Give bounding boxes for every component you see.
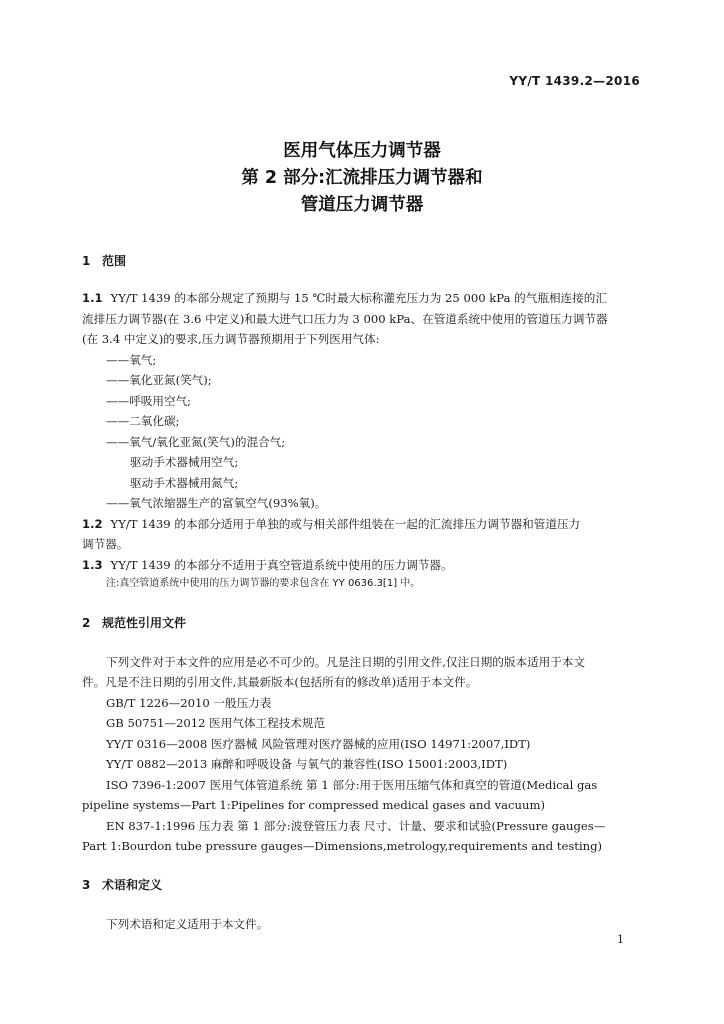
section-2-intro-line-1: 下列文件对于本文件的应用是必不可少的。凡是注日期的引用文件,仅注日期的版本适用于本文	[106, 655, 586, 669]
clause-1-2-text-1: YY/T 1439 的本部分适用于单独的或与相关部件组装在一起的汇流排压力调节器和管道压力	[110, 517, 581, 531]
gas-list-item: ——氧气;	[106, 353, 157, 367]
section-1-number: 1	[82, 254, 91, 268]
reference-item-continued: pipeline systems—Part 1:Pipelines for compressed medical gases and vacuum)	[82, 798, 545, 812]
gas-list-item: ——氧气浓缩器生产的富氧空气(93%氧)。	[106, 496, 327, 510]
clause-1-3-number: 1.3	[82, 558, 103, 572]
clause-1-1-text-1: YY/T 1439 的本部分规定了预期与 15 ℃时最大标称灌充压力为 25 000 kPa 的气瓶相连接的汇	[110, 291, 607, 305]
clause-1-1-line-2: 流排压力调节器(在 3.6 中定义)和最大进气口压力为 3 000 kPa、在管道系统中使用的管道压力调节器	[82, 312, 608, 326]
document-title	[0, 138, 724, 219]
gas-list-item: ——氧化亚氮(笑气);	[106, 373, 212, 387]
section-2-title: 规范性引用文件	[102, 616, 187, 630]
section-2-heading	[82, 614, 186, 631]
section-3-number: 3	[82, 878, 91, 892]
page-number: 1	[617, 933, 624, 946]
reference-item: GB/T 1226—2010 一般压力表	[106, 696, 272, 710]
gas-list-item: ——二氧化碳;	[106, 414, 180, 428]
title-line-3: 管道压力调节器	[300, 195, 424, 215]
section-2-intro-line-2: 件。凡是不注日期的引用文件,其最新版本(包括所有的修改单)适用于本文件。	[82, 675, 478, 689]
title-line-2: 第 2 部分:汇流排压力调节器和	[241, 168, 483, 188]
section-2-number: 2	[82, 616, 91, 630]
reference-item: YY/T 0882—2013 麻醉和呼吸设备 与氧气的兼容性(ISO 15001:2003,IDT)	[106, 757, 508, 771]
title-line-1: 医用气体压力调节器	[283, 141, 441, 161]
reference-item: YY/T 0316—2008 医疗器械 风险管理对医疗器械的应用(ISO 14971:2007,IDT)	[106, 737, 531, 751]
note: 注:真空管道系统中使用的压力调节器的要求包含在 YY 0636.3[1] 中。	[106, 578, 421, 589]
section-1-heading	[82, 252, 126, 269]
section-3-heading	[82, 876, 162, 893]
gas-list-item: ——氧气/氧化亚氮(笑气)的混合气;	[106, 435, 286, 449]
clause-1-2-line-2: 调节器。	[82, 537, 129, 551]
clause-1-1-number: 1.1	[82, 291, 103, 305]
standard-code: YY/T 1439.2—2016	[509, 74, 640, 88]
clause-1-1-line-3: (在 3.4 中定义)的要求,压力调节器预期用于下列医用气体:	[82, 332, 380, 346]
clause-1-1-line-1	[82, 288, 607, 309]
gas-list-item: 驱动手术器械用氮气;	[130, 476, 239, 490]
clause-1-3-text: YY/T 1439 的本部分不适用于真空管道系统中使用的压力调节器。	[110, 558, 453, 572]
section-3-intro: 下列术语和定义适用于本文件。	[106, 917, 269, 931]
clause-1-2-number: 1.2	[82, 517, 103, 531]
gas-list-item: 驱动手术器械用空气;	[130, 455, 239, 469]
reference-item: EN 837-1:1996 压力表 第 1 部分:波登管压力表 尺寸、计量、要求和试验(Pressure gauges—	[106, 819, 606, 833]
reference-item: ISO 7396-1:2007 医用气体管道系统 第 1 部分:用于医用压缩气体和真空的管道(Medical gas	[106, 778, 598, 792]
clause-1-2-line-1	[82, 514, 580, 535]
section-1-title: 范围	[102, 254, 127, 268]
section-3-title: 术语和定义	[102, 878, 163, 892]
reference-item: GB 50751—2012 医用气体工程技术规范	[106, 716, 326, 730]
reference-item-continued: Part 1:Bourdon tube pressure gauges—Dimensions,metrology,requirements and testing)	[82, 839, 603, 853]
clause-1-3	[82, 555, 453, 576]
gas-list-item: ——呼吸用空气;	[106, 394, 192, 408]
